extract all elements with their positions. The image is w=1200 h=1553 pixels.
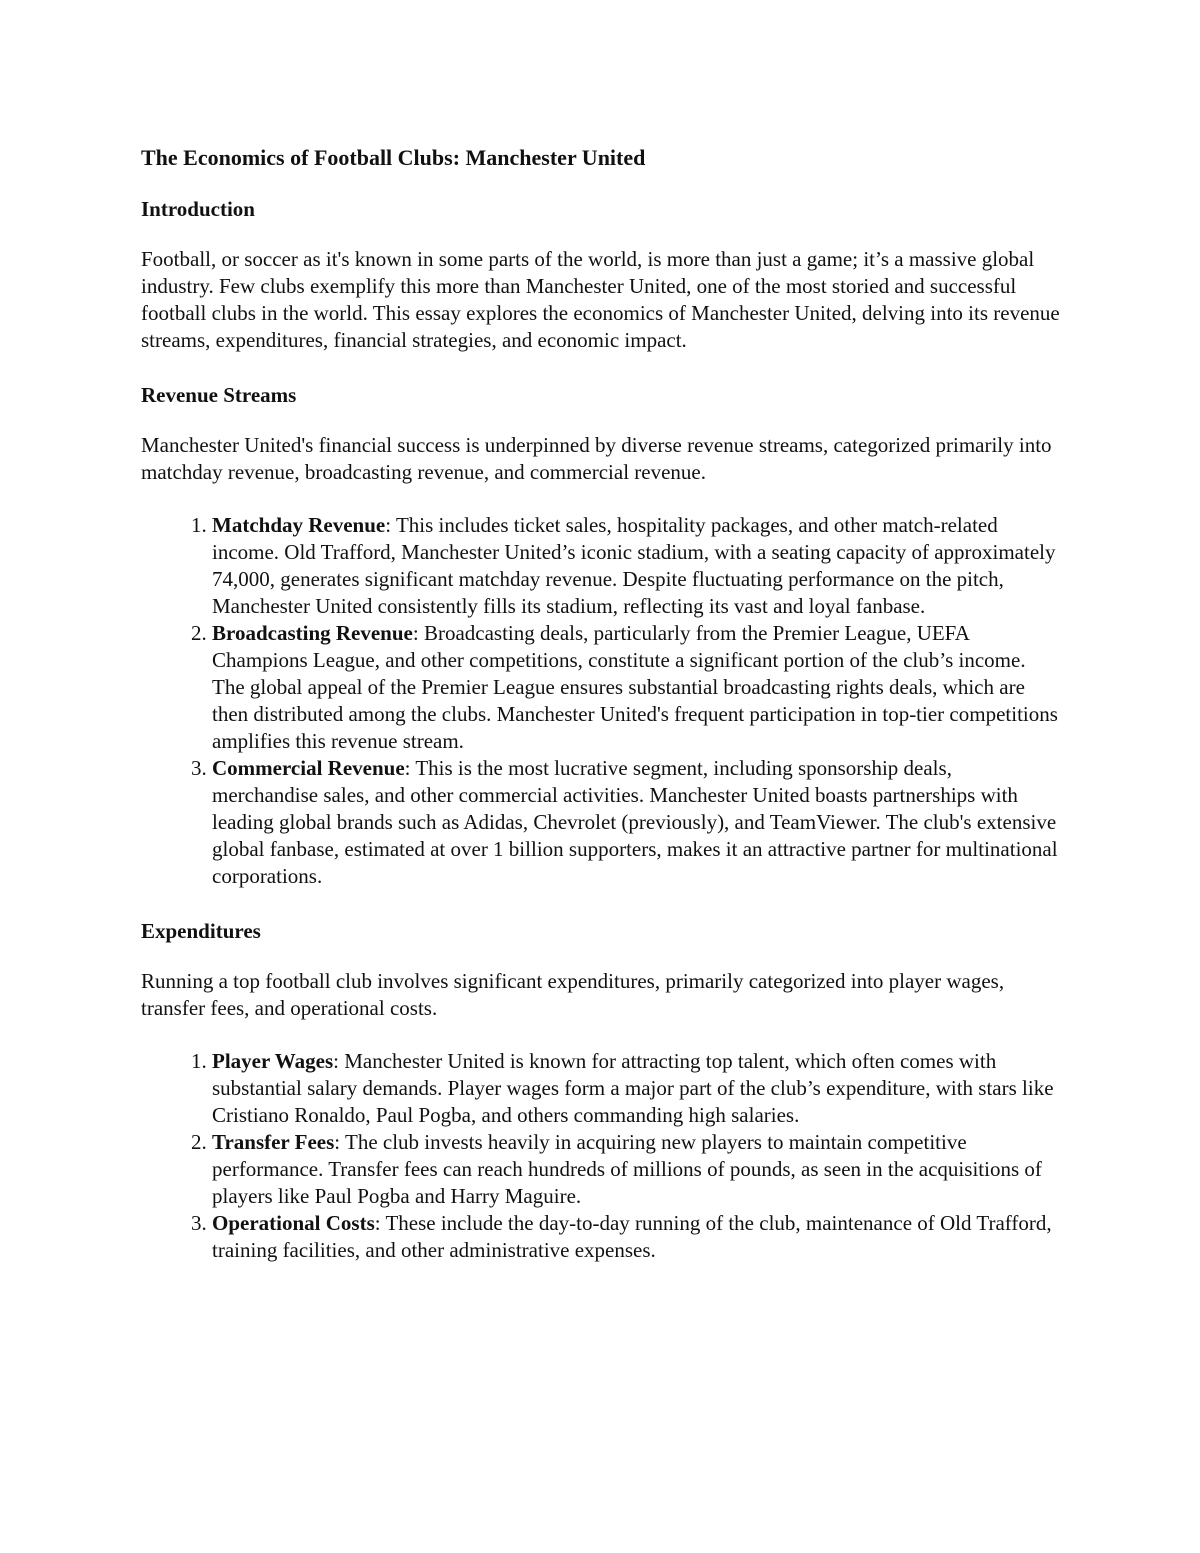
list-item-text: : These include the day-to-day running of the club, maintenance of Old Trafford, training facilities, and other administrative expenses. bbox=[212, 1211, 1052, 1262]
document-title: The Economics of Football Clubs: Manchester United bbox=[141, 145, 646, 170]
list-item bbox=[212, 755, 1061, 890]
revenue-list bbox=[141, 512, 1061, 890]
list-item-term: Transfer Fees bbox=[212, 1130, 335, 1154]
introduction-heading: Introduction bbox=[141, 197, 255, 221]
revenue-heading: Revenue Streams bbox=[141, 383, 297, 407]
list-item-text: : This is the most lucrative segment, including sponsorship deals, merchandise sales, and other commercial activities. Manchester United boasts partnerships with leading global brands such as Adidas, Chevrolet (previously), and TeamViewer. The club's extensive global fanbase, estimated at over 1 billion supporters, makes it an attractive partner for multinational corporations. bbox=[212, 756, 1058, 888]
expenditures-paragraph: Running a top football club involves significant expenditures, primarily categorized into player wages, transfer fees, and operational costs. bbox=[141, 969, 1005, 1020]
list-item-term: Matchday Revenue bbox=[212, 513, 386, 537]
list-item-text: : This includes ticket sales, hospitality packages, and other match-related income. Old Trafford, Manchester United’s iconic stadium, with a seating capacity of approximately 74,000, generates significant matchday revenue. Despite fluctuating performance on the pitch, Manchester United consistently fills its stadium, reflecting its vast and loyal fanbase. bbox=[212, 513, 1056, 618]
introduction-section bbox=[141, 194, 1061, 354]
expenditures-list bbox=[141, 1048, 1061, 1264]
revenue-paragraph: Manchester United's financial success is underpinned by diverse revenue streams, categorized primarily into matchday revenue, broadcasting revenue, and commercial revenue. bbox=[141, 433, 1052, 484]
document-page bbox=[141, 140, 1061, 1290]
introduction-paragraph: Football, or soccer as it's known in some parts of the world, is more than just a game; it’s a massive global industry. Few clubs exemplify this more than Manchester United, one of the most storied and successful football clubs in the world. This essay explores the economics of Manchester United, delving into its revenue streams, expenditures, financial strategies, and economic impact. bbox=[141, 247, 1060, 352]
list-item-term: Player Wages bbox=[212, 1049, 334, 1073]
list-item bbox=[212, 1129, 1061, 1210]
list-item-term: Broadcasting Revenue bbox=[212, 621, 413, 645]
revenue-section bbox=[141, 380, 1061, 890]
list-item bbox=[212, 620, 1061, 755]
list-item-text: : The club invests heavily in acquiring new players to maintain competitive performance. Transfer fees can reach hundreds of millions of pounds, as seen in the acquisitions of players like Paul Pogba and Harry Maguire. bbox=[212, 1130, 1042, 1208]
list-item-term: Operational Costs bbox=[212, 1211, 375, 1235]
list-item bbox=[212, 1048, 1061, 1129]
list-item bbox=[212, 512, 1061, 620]
expenditures-heading: Expenditures bbox=[141, 919, 261, 943]
list-item-text: : Manchester United is known for attracting top talent, which often comes with substantial salary demands. Player wages form a major part of the club’s expenditure, with stars like Cristiano Ronaldo, Paul Pogba, and others commanding high salaries. bbox=[212, 1049, 1054, 1127]
list-item-term: Commercial Revenue bbox=[212, 756, 405, 780]
list-item bbox=[212, 1210, 1061, 1264]
list-item-text: : Broadcasting deals, particularly from the Premier League, UEFA Champions League, and other competitions, constitute a significant portion of the club’s income. The global appeal of the Premier League ensures substantial broadcasting rights deals, which are then distributed among the clubs. Manchester United's frequent participation in top-tier competitions amplifies this revenue stream. bbox=[212, 621, 1058, 753]
expenditures-section bbox=[141, 916, 1061, 1264]
